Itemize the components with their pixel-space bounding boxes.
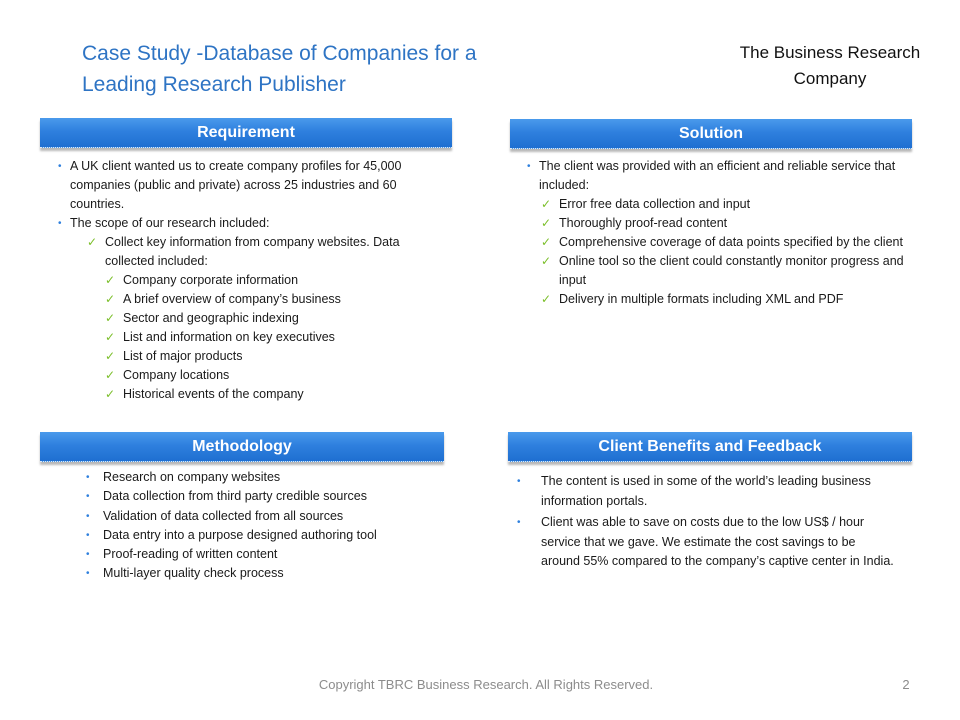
checkmark-icon: ✓ <box>105 330 116 344</box>
requirement-item-text: Company locations <box>123 368 230 382</box>
checkmark-icon: ✓ <box>541 197 552 211</box>
requirement-item-text: Sector and geographic indexing <box>123 311 299 325</box>
requirement-item <box>105 366 438 385</box>
methodology-content <box>86 468 446 584</box>
requirement-item <box>105 271 438 290</box>
requirement-item-text: Historical events of the company <box>123 387 304 401</box>
benefits-item-text: The content is used in some of the world’s leading business information portals. <box>541 474 871 508</box>
requirement-sub-item <box>87 233 438 271</box>
checkmark-icon: ✓ <box>105 311 116 325</box>
solution-item <box>541 214 907 233</box>
checkmark-icon: ✓ <box>541 235 552 249</box>
checkmark-icon: ✓ <box>541 216 552 230</box>
checkmark-icon: ✓ <box>541 292 552 306</box>
bullet-dot-icon: • <box>58 218 62 229</box>
solution-item <box>541 252 907 290</box>
requirement-item <box>105 309 438 328</box>
requirement-header: Requirement <box>40 118 452 148</box>
methodology-item <box>86 545 446 564</box>
solution-content <box>527 157 907 309</box>
bullet-dot-icon: • <box>517 517 521 528</box>
solution-item-text: Thoroughly proof-read content <box>559 216 728 230</box>
bullet-dot-icon: • <box>86 491 90 503</box>
requirement-item-text: A brief overview of company’s business <box>123 292 341 306</box>
requirement-content <box>58 157 438 404</box>
methodology-item-text: Proof-reading of written content <box>103 547 278 562</box>
requirement-item-text: List and information on key executives <box>123 330 335 344</box>
methodology-item <box>86 564 446 583</box>
methodology-item <box>86 507 446 526</box>
bullet-dot-icon: • <box>86 529 90 541</box>
requirement-item <box>105 328 438 347</box>
solution-item-text: Online tool so the client could constantly monitor progress and input <box>559 254 904 287</box>
solution-item-text: Comprehensive coverage of data points specified by the client <box>559 235 903 249</box>
bullet-dot-icon: • <box>86 568 90 580</box>
solution-bullet-1-text: The client was provided with an efficient and reliable service that included: <box>539 159 896 192</box>
methodology-item <box>86 487 446 506</box>
methodology-item <box>86 468 446 487</box>
bullet-dot-icon: • <box>517 476 521 487</box>
checkmark-icon: ✓ <box>105 273 116 287</box>
solution-item <box>541 233 907 252</box>
page-number: 2 <box>902 677 910 692</box>
methodology-item-text: Multi-layer quality check process <box>103 566 284 581</box>
requirement-item <box>105 290 438 309</box>
requirement-item <box>105 347 438 366</box>
methodology-item-text: Validation of data collected from all sources <box>103 508 344 523</box>
methodology-item <box>86 526 446 545</box>
solution-item <box>541 290 907 309</box>
requirement-bullet-2-text: The scope of our research included: <box>70 216 270 230</box>
solution-item <box>541 195 907 214</box>
requirement-sub-text: Collect key information from company websites. Data collected included: <box>105 235 400 268</box>
requirement-bullet-1 <box>58 157 438 214</box>
benefits-item <box>517 472 897 511</box>
requirement-item-text: List of major products <box>123 349 243 363</box>
checkmark-icon: ✓ <box>105 387 116 401</box>
benefits-content <box>517 472 897 572</box>
checkmark-icon: ✓ <box>541 254 552 268</box>
solution-item-text: Error free data collection and input <box>559 197 751 211</box>
benefits-item-text: Client was able to save on costs due to the low US$ / hour service that we gave. We estimate the cost savings to be around 55% compared to the company’s captive center in India. <box>541 515 894 568</box>
methodology-item-text: Data entry into a purpose designed authoring tool <box>103 527 377 542</box>
requirement-item <box>105 385 438 404</box>
checkmark-icon: ✓ <box>105 368 116 382</box>
footer-copyright: Copyright TBRC Business Research. All Rights Reserved. <box>318 677 654 692</box>
solution-bullet-1 <box>527 157 907 195</box>
checkmark-icon: ✓ <box>105 292 116 306</box>
bullet-dot-icon: • <box>58 161 62 172</box>
checkmark-icon: ✓ <box>105 349 116 363</box>
requirement-bullet-1-text: A UK client wanted us to create company profiles for 45,000 companies (public and private) across 25 industries and 60 countries. <box>70 159 402 211</box>
methodology-header: Methodology <box>40 432 444 462</box>
benefits-item <box>517 513 897 572</box>
bullet-dot-icon: • <box>86 510 90 522</box>
bullet-dot-icon: • <box>86 472 90 483</box>
slide-title: Case Study -Database of Companies for a Leading Research Publisher <box>82 42 477 96</box>
methodology-item-text: Data collection from third party credible sources <box>103 489 368 504</box>
solution-item-text: Delivery in multiple formats including XML and PDF <box>559 292 844 306</box>
checkmark-icon: ✓ <box>87 235 98 249</box>
requirement-item-text: Company corporate information <box>123 273 299 287</box>
company-name: The Business Research Company <box>739 43 921 88</box>
benefits-header: Client Benefits and Feedback <box>508 432 912 462</box>
bullet-dot-icon: • <box>86 549 90 561</box>
requirement-bullet-2 <box>58 214 438 233</box>
bullet-dot-icon: • <box>527 161 531 172</box>
methodology-item-text: Research on company websites <box>103 470 281 484</box>
solution-header: Solution <box>510 119 912 149</box>
